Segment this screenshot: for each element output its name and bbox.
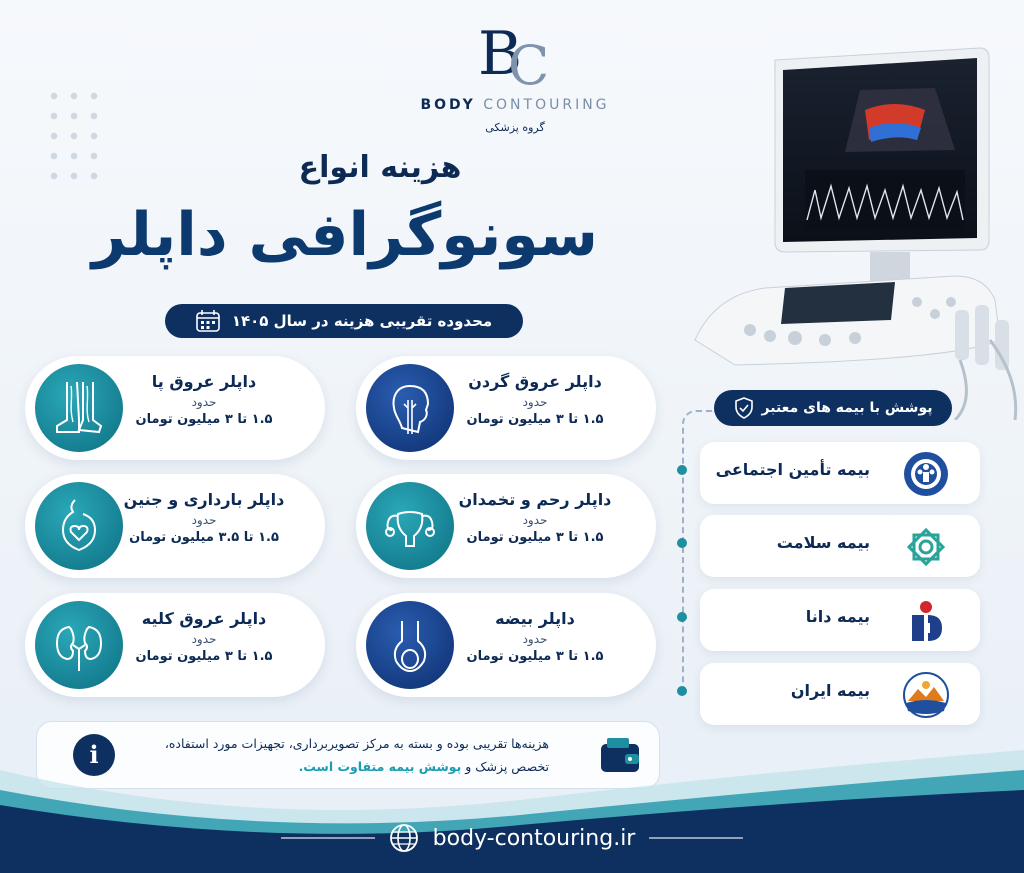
insurance-item-tamin bbox=[700, 442, 980, 504]
procedure-name: داپلر رحم و تخمدان bbox=[458, 490, 612, 509]
procedure-approx: حدود bbox=[191, 395, 217, 409]
dana-logo-icon bbox=[902, 597, 950, 645]
insurance-header bbox=[714, 390, 952, 426]
procedure-name: داپلر عروق گردن bbox=[468, 372, 602, 391]
procedure-approx: حدود bbox=[522, 395, 548, 409]
insurance-item-iran bbox=[700, 663, 980, 725]
cost-range-label: محدوده تقریبی هزینه در سال ۱۴۰۵ bbox=[231, 312, 493, 330]
salamat-logo-icon bbox=[902, 523, 950, 571]
procedure-card-testis bbox=[356, 593, 656, 697]
info-icon: i bbox=[73, 734, 115, 776]
svg-text:C: C bbox=[508, 34, 550, 88]
body-contouring-logo bbox=[470, 18, 560, 88]
footer-divider bbox=[281, 837, 375, 839]
page-title: سونوگرافی داپلر bbox=[91, 200, 599, 270]
procedure-name: داپلر عروق پا bbox=[151, 372, 257, 391]
tamin-logo-icon bbox=[902, 450, 950, 498]
insurance-label: بیمه تأمین اجتماعی bbox=[715, 460, 870, 479]
ultrasound-machine-image bbox=[655, 40, 1024, 420]
brand-name-light: CONTOURING bbox=[483, 97, 610, 113]
svg-text:B: B bbox=[478, 19, 523, 88]
connector-dot bbox=[677, 686, 687, 696]
procedure-name: داپلر بارداری و جنین bbox=[123, 490, 285, 509]
procedure-price: ۱.۵ تا ۳ میلیون تومان bbox=[135, 412, 273, 427]
insurance-header-label: پوشش با بیمه های معتبر bbox=[761, 400, 933, 416]
procedure-price: ۱.۵ تا ۳.۵ میلیون تومان bbox=[129, 530, 279, 545]
procedure-card-pregnancy bbox=[25, 474, 325, 578]
insurance-label: بیمه سلامت bbox=[776, 533, 870, 552]
procedure-price: ۱.۵ تا ۳ میلیون تومان bbox=[135, 649, 273, 664]
procedure-card-kidney bbox=[25, 593, 325, 697]
decorative-dots bbox=[44, 86, 104, 186]
procedure-price: ۱.۵ تا ۳ میلیون تومان bbox=[466, 412, 604, 427]
insurance-item-dana bbox=[700, 589, 980, 651]
iran-logo-icon bbox=[902, 671, 950, 719]
globe-icon bbox=[389, 823, 419, 853]
connector-dot bbox=[677, 465, 687, 475]
procedure-card-uterus bbox=[356, 474, 656, 578]
website-link[interactable]: body-contouring.ir bbox=[432, 825, 636, 851]
page-subtitle: هزینه انواع bbox=[298, 150, 462, 185]
disclaimer-line-2-a: تخصص پزشک و bbox=[461, 759, 549, 774]
procedure-card-leg bbox=[25, 356, 325, 460]
connector-dot bbox=[677, 538, 687, 548]
footer bbox=[0, 820, 1024, 856]
insurance-label: بیمه ایران bbox=[790, 681, 870, 700]
brand-name-bold: BODY bbox=[420, 97, 476, 113]
procedure-name: داپلر بیضه bbox=[495, 609, 575, 628]
connector-dot bbox=[677, 612, 687, 622]
insurance-label: بیمه دانا bbox=[805, 607, 870, 626]
procedure-price: ۱.۵ تا ۳ میلیون تومان bbox=[466, 530, 604, 545]
procedure-name: داپلر عروق کلیه bbox=[141, 609, 267, 628]
footer-divider bbox=[649, 837, 743, 839]
procedure-approx: حدود bbox=[522, 513, 548, 527]
shield-icon bbox=[734, 397, 754, 419]
insurance-item-salamat bbox=[700, 515, 980, 577]
disclaimer-highlight: پوشش بیمه متفاوت است. bbox=[298, 759, 462, 774]
disclaimer-line-1: هزینه‌ها تقریبی بوده و بسته به مرکز تصویربرداری، تجهیزات مورد استفاده، bbox=[164, 736, 549, 751]
procedure-price: ۱.۵ تا ۳ میلیون تومان bbox=[466, 649, 604, 664]
brand-subtitle: گروه پزشکی bbox=[485, 121, 545, 134]
procedure-card-neck bbox=[356, 356, 656, 460]
procedure-approx: حدود bbox=[191, 632, 217, 646]
procedure-approx: حدود bbox=[522, 632, 548, 646]
brand-name bbox=[400, 97, 630, 113]
calendar-icon bbox=[196, 310, 220, 332]
cost-range-pill bbox=[165, 304, 523, 338]
procedure-approx: حدود bbox=[191, 513, 217, 527]
